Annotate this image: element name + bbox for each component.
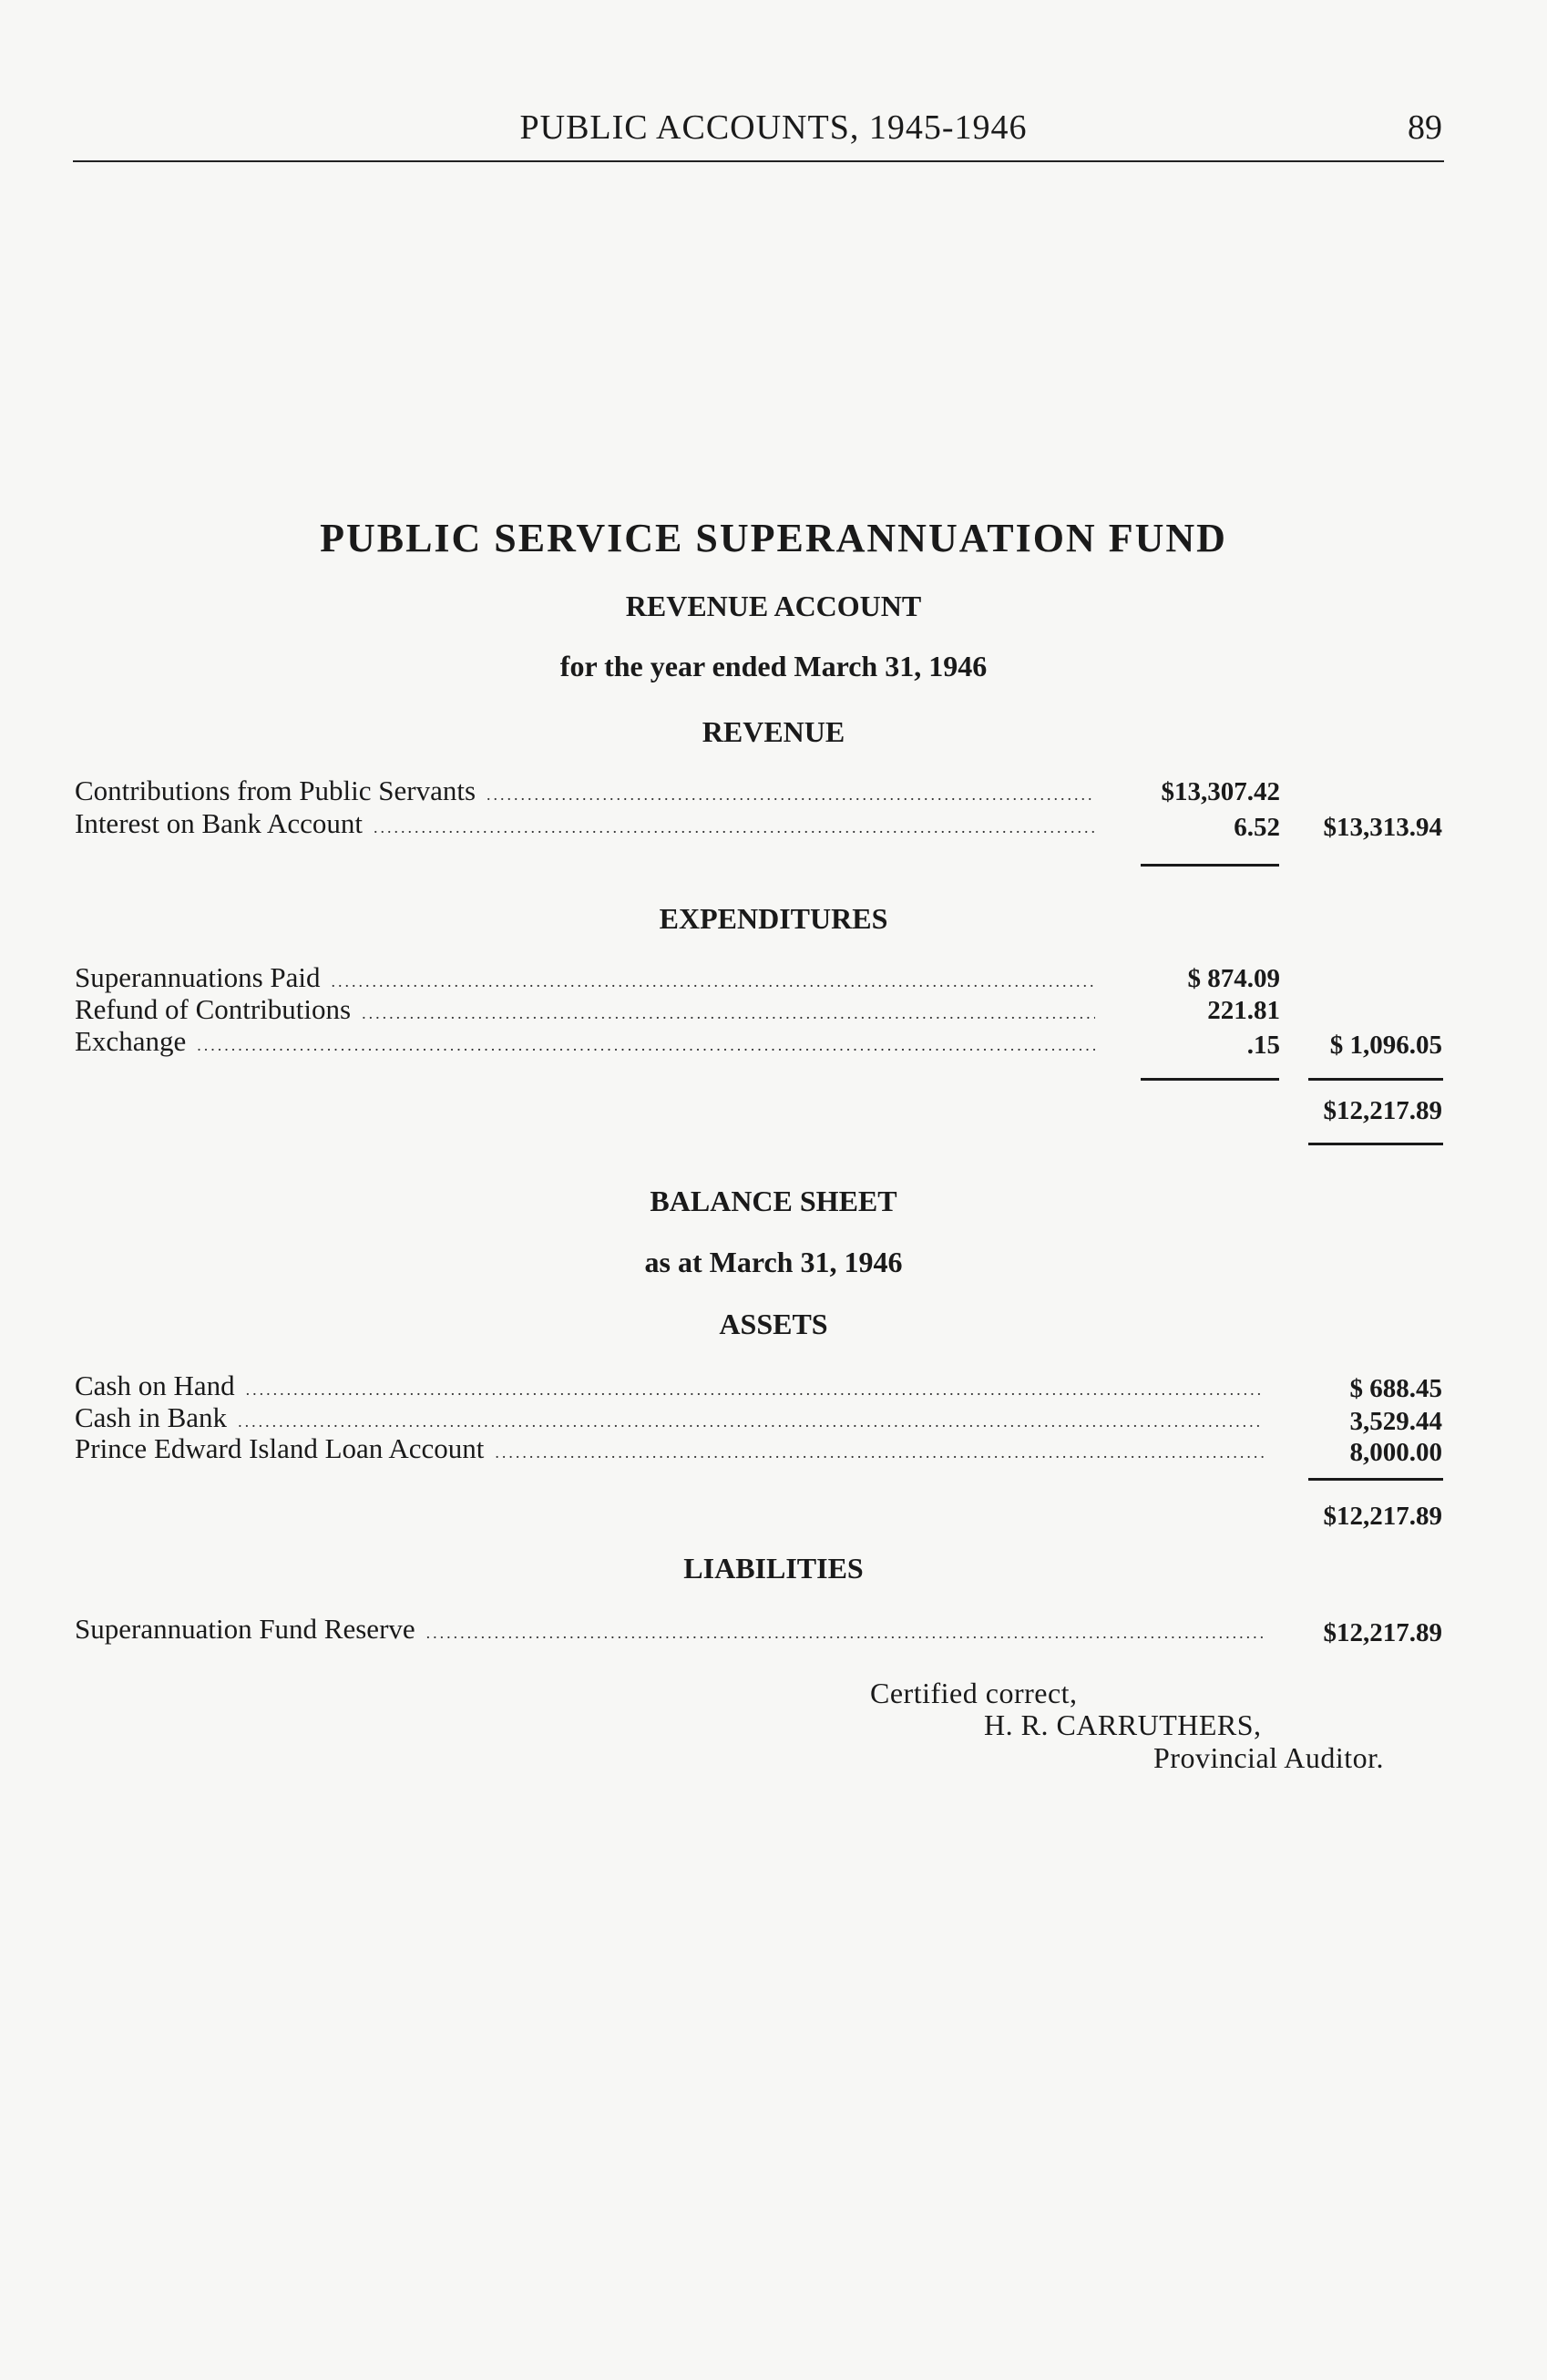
- certification-line: Certified correct,: [870, 1677, 1078, 1709]
- asset-label: Cash on Hand: [75, 1370, 235, 1401]
- assets-total: $12,217.89: [1323, 1502, 1442, 1531]
- expenditures-heading: EXPENDITURES: [659, 902, 888, 935]
- net-total-rule: [1308, 1143, 1443, 1145]
- expenditure-total-rule: [1308, 1078, 1443, 1081]
- revenue-total: $13,313.94: [1323, 813, 1442, 842]
- expenditure-label: Refund of Contributions: [75, 993, 352, 1025]
- running-header-title: PUBLIC ACCOUNTS, 1945-1946: [519, 108, 1028, 147]
- revenue-amount: $13,307.42: [1161, 777, 1280, 806]
- fund-title: PUBLIC SERVICE SUPERANNUATION FUND: [320, 516, 1227, 560]
- asset-row: [75, 1370, 1273, 1400]
- asset-row: [75, 1401, 1273, 1432]
- expenditure-label: Superannuations Paid: [75, 961, 321, 993]
- page-number: 89: [1408, 108, 1442, 147]
- liability-row: [75, 1613, 1273, 1644]
- expenditure-row: [75, 961, 1104, 992]
- expenditure-total: $ 1,096.05: [1329, 1031, 1442, 1060]
- revenue-account-period: for the year ended March 31, 1946: [559, 650, 988, 682]
- revenue-subtotal-rule: [1141, 864, 1279, 867]
- asset-label: Prince Edward Island Loan Account: [75, 1432, 485, 1464]
- asset-amount: 3,529.44: [1349, 1407, 1442, 1436]
- revenue-row: [75, 807, 1104, 838]
- revenue-label: Interest on Bank Account: [75, 807, 363, 839]
- revenue-amount: 6.52: [1234, 813, 1280, 842]
- header-rule: [73, 160, 1444, 162]
- liability-amount: $12,217.89: [1323, 1618, 1442, 1647]
- expenditure-amount: 221.81: [1207, 996, 1280, 1025]
- auditor-name: H. R. CARRUTHERS,: [984, 1708, 1262, 1741]
- liabilities-heading: LIABILITIES: [683, 1552, 864, 1585]
- asset-label: Cash in Bank: [75, 1401, 228, 1433]
- revenue-account-title: REVENUE ACCOUNT: [625, 590, 922, 622]
- assets-heading: ASSETS: [719, 1308, 828, 1340]
- expenditure-row: [75, 1025, 1104, 1056]
- revenue-label: Contributions from Public Servants: [75, 775, 476, 806]
- asset-amount: $ 688.45: [1349, 1374, 1442, 1403]
- assets-subtotal-rule: [1308, 1478, 1443, 1481]
- revenue-row: [75, 775, 1104, 805]
- expenditure-amount: .15: [1246, 1031, 1280, 1060]
- asset-row: [75, 1432, 1273, 1463]
- expenditure-row: [75, 993, 1104, 1024]
- balance-sheet-date: as at March 31, 1946: [644, 1246, 903, 1278]
- balance-sheet-title: BALANCE SHEET: [650, 1185, 897, 1217]
- revenue-heading: REVENUE: [702, 715, 845, 748]
- expenditure-label: Exchange: [75, 1025, 187, 1057]
- auditor-title: Provincial Auditor.: [1153, 1741, 1385, 1774]
- liability-label: Superannuation Fund Reserve: [75, 1613, 415, 1645]
- expenditure-subtotal-rule: [1141, 1078, 1279, 1081]
- asset-amount: 8,000.00: [1349, 1438, 1442, 1467]
- net-total: $12,217.89: [1323, 1096, 1442, 1125]
- expenditure-amount: $ 874.09: [1187, 964, 1280, 993]
